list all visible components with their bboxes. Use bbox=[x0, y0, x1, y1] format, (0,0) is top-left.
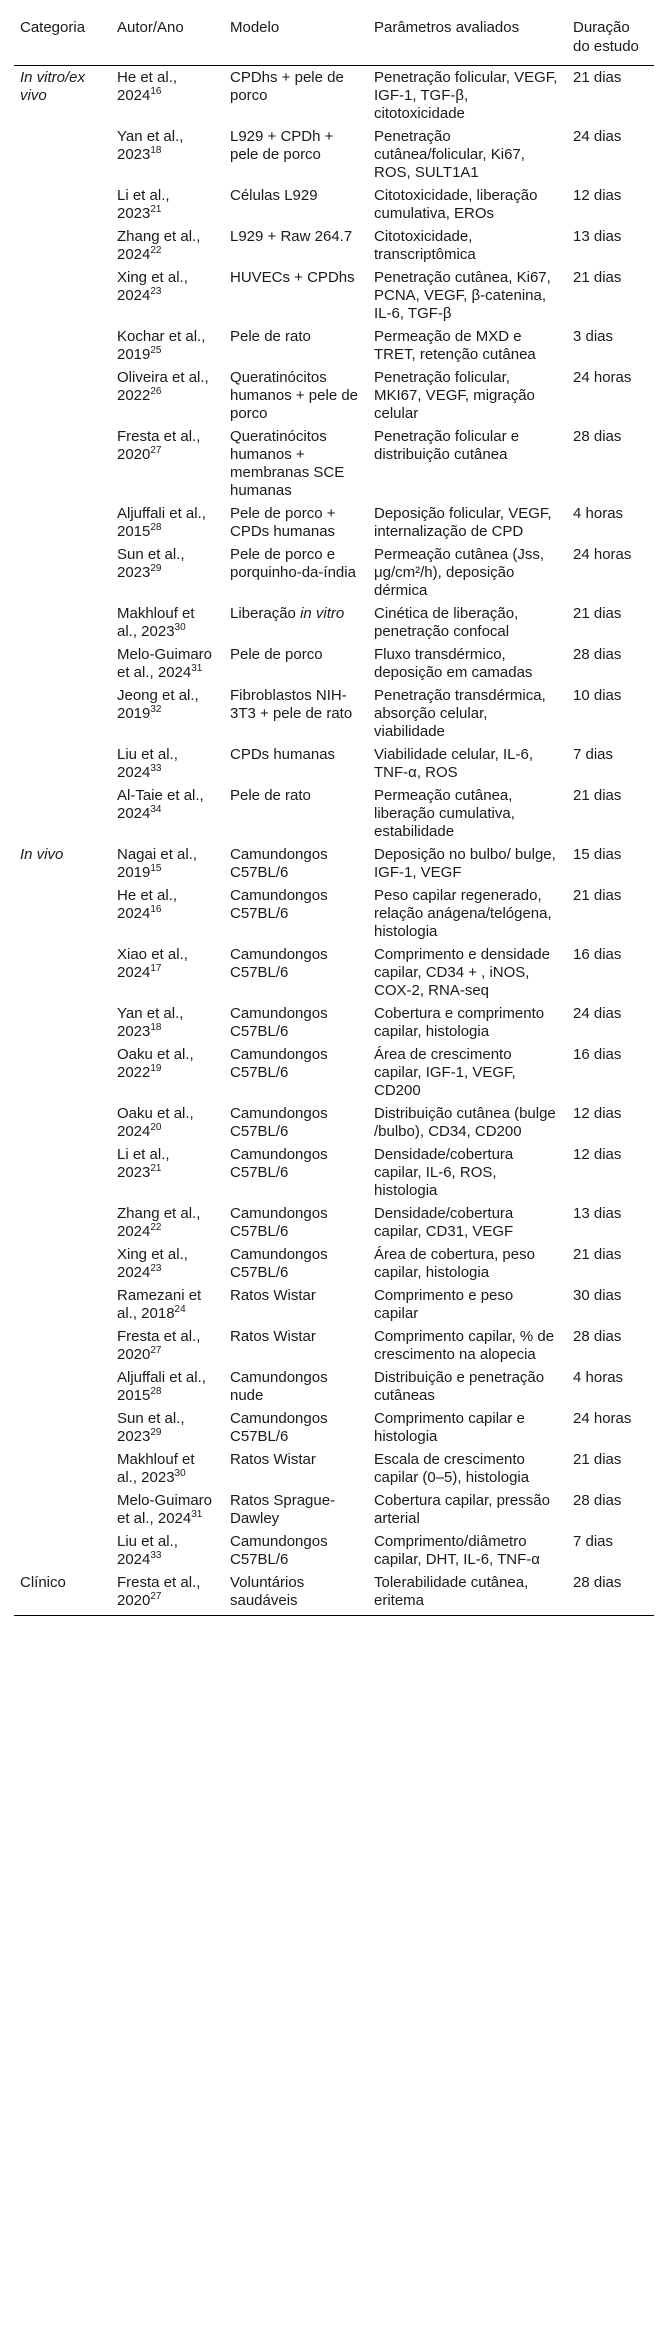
reference-number: 32 bbox=[150, 704, 162, 715]
category-cell bbox=[14, 128, 111, 187]
category-cell bbox=[14, 1533, 111, 1574]
author-text: Aljuffali et al., 2015 bbox=[117, 505, 206, 540]
model-cell: Ratos Wistar bbox=[230, 1287, 316, 1304]
reference-number: 25 bbox=[150, 345, 162, 356]
table-row bbox=[14, 946, 654, 1005]
author-text: Yan et al., 2023 bbox=[117, 1005, 184, 1040]
reference-number: 30 bbox=[174, 1468, 186, 1479]
model-cell: Camundongos C57BL/6 bbox=[230, 1246, 328, 1281]
model-cell: Camundongos C57BL/6 bbox=[230, 887, 328, 922]
category-cell bbox=[14, 1328, 111, 1369]
author-cell bbox=[111, 428, 224, 505]
category-cell bbox=[14, 546, 111, 605]
category-cell bbox=[14, 269, 111, 328]
study-table-container bbox=[14, 4, 654, 1616]
parameters-cell: Distribuição e penetração cutâneas bbox=[374, 1369, 545, 1404]
model-cell: Pele de porco + CPDs humanas bbox=[230, 505, 336, 540]
category-cell bbox=[14, 328, 111, 369]
duration-cell: 13 dias bbox=[573, 228, 622, 245]
table-row bbox=[14, 1369, 654, 1410]
parameters-cell: Área de cobertura, peso capilar, histologia bbox=[374, 1246, 535, 1281]
author-text: Aljuffali et al., 2015 bbox=[117, 1369, 206, 1404]
reference-number: 22 bbox=[150, 245, 162, 256]
reference-number: 18 bbox=[150, 145, 162, 156]
parameters-cell: Comprimento capilar e histologia bbox=[374, 1410, 525, 1445]
reference-number: 33 bbox=[150, 763, 162, 774]
category-cell bbox=[14, 1410, 111, 1451]
reference-number: 24 bbox=[174, 1304, 186, 1315]
duration-cell: 3 dias bbox=[573, 328, 614, 345]
category-cell bbox=[14, 1369, 111, 1410]
duration-cell: 28 dias bbox=[573, 646, 622, 663]
parameters-cell: Permeação de MXD e TRET, retenção cutânea bbox=[374, 328, 536, 363]
duration-cell: 28 dias bbox=[567, 1574, 654, 1616]
reference-number: 28 bbox=[150, 1386, 162, 1397]
parameters-cell: Penetração transdérmica, absorção celular, viabilidade bbox=[374, 687, 546, 740]
category-cell bbox=[14, 505, 111, 546]
category-cell bbox=[14, 1046, 111, 1105]
model-cell: Ratos Wistar bbox=[230, 1451, 316, 1468]
duration-cell: 4 horas bbox=[573, 505, 624, 522]
model-cell: L929 + Raw 264.7 bbox=[230, 228, 353, 245]
author-cell bbox=[111, 1246, 224, 1287]
table-row bbox=[14, 846, 654, 887]
table-row bbox=[14, 1105, 654, 1146]
duration-cell: 21 dias bbox=[573, 69, 622, 86]
author-cell bbox=[111, 887, 224, 946]
reference-number: 27 bbox=[150, 1591, 162, 1602]
category-cell bbox=[14, 1492, 111, 1533]
model-cell: Camundongos C57BL/6 bbox=[230, 946, 328, 981]
model-cell: Liberação in vitro bbox=[230, 605, 345, 622]
parameters-cell: Penetração folicular, VEGF, IGF-1, TGF-β, citotoxicidade bbox=[374, 69, 558, 122]
model-cell: Pele de porco bbox=[230, 646, 323, 663]
table-row bbox=[14, 605, 654, 646]
category-cell bbox=[14, 605, 111, 646]
author-text: Xing et al., 2024 bbox=[117, 1246, 188, 1281]
author-cell bbox=[111, 1146, 224, 1205]
duration-cell: 21 dias bbox=[573, 887, 622, 904]
reference-number: 29 bbox=[150, 563, 162, 574]
reference-number: 19 bbox=[150, 1063, 162, 1074]
table-row bbox=[14, 269, 654, 328]
duration-cell: 10 dias bbox=[573, 687, 622, 704]
author-text: Oaku et al., 2022 bbox=[117, 1046, 194, 1081]
category-cell bbox=[14, 1205, 111, 1246]
category-cell bbox=[14, 428, 111, 505]
table-row bbox=[14, 1205, 654, 1246]
reference-number: 17 bbox=[150, 963, 162, 974]
header-categoria: Categoria bbox=[14, 4, 111, 66]
author-text: Li et al., 2023 bbox=[117, 1146, 170, 1181]
parameters-cell: Comprimento e densidade capilar, CD34 + , iNOS, COX-2, RNA-seq bbox=[374, 946, 550, 999]
duration-cell: 24 horas bbox=[573, 1410, 632, 1427]
author-cell bbox=[111, 369, 224, 428]
header-row bbox=[14, 4, 654, 66]
category-cell bbox=[14, 1005, 111, 1046]
duration-cell: 15 dias bbox=[573, 846, 622, 863]
model-cell: Fibroblastos NIH-3T3 + pele de rato bbox=[230, 687, 353, 722]
model-cell: Camundongos C57BL/6 bbox=[230, 1533, 328, 1568]
model-cell: Queratinócitos humanos + pele de porco bbox=[230, 369, 359, 422]
category-cell bbox=[14, 228, 111, 269]
table-row bbox=[14, 1410, 654, 1451]
parameters-cell: Densidade/cobertura capilar, CD31, VEGF bbox=[374, 1205, 514, 1240]
duration-cell: 30 dias bbox=[573, 1287, 622, 1304]
model-cell: Pele de rato bbox=[230, 328, 311, 345]
reference-number: 16 bbox=[150, 904, 162, 915]
parameters-cell: Fluxo transdérmico, deposição em camadas bbox=[374, 646, 533, 681]
author-cell bbox=[111, 228, 224, 269]
parameters-cell: Deposição folicular, VEGF, internalização de CPD bbox=[374, 505, 552, 540]
reference-number: 23 bbox=[150, 1263, 162, 1274]
author-cell bbox=[111, 1492, 224, 1533]
author-text: Oaku et al., 2024 bbox=[117, 1105, 194, 1140]
parameters-cell: Citotoxicidade, liberação cumulativa, EROs bbox=[374, 187, 538, 222]
author-text: Jeong et al., 2019 bbox=[117, 687, 199, 722]
table-row bbox=[14, 1451, 654, 1492]
duration-cell: 24 horas bbox=[573, 369, 632, 386]
model-cell: Camundongos C57BL/6 bbox=[230, 1105, 328, 1140]
model-cell: Camundongos C57BL/6 bbox=[230, 1005, 328, 1040]
author-text: Zhang et al., 2024 bbox=[117, 1205, 201, 1240]
author-text: He et al., 2024 bbox=[117, 69, 178, 104]
duration-cell: 7 dias bbox=[573, 746, 614, 763]
author-text: Makhlouf et al., 2023 bbox=[117, 1451, 195, 1486]
model-cell: Camundongos C57BL/6 bbox=[230, 1410, 328, 1445]
table-row bbox=[14, 1146, 654, 1205]
table-row bbox=[14, 369, 654, 428]
table-row bbox=[14, 787, 654, 846]
author-cell bbox=[111, 1574, 224, 1616]
author-text: Melo-Guimaro et al., 2024 bbox=[117, 646, 213, 681]
parameters-cell: Comprimento e peso capilar bbox=[374, 1287, 514, 1322]
category-cell bbox=[14, 646, 111, 687]
author-cell bbox=[111, 66, 224, 129]
model-cell: Camundongos C57BL/6 bbox=[230, 1146, 328, 1181]
author-cell bbox=[111, 1328, 224, 1369]
author-text: Al-Taie et al., 2024 bbox=[117, 787, 204, 822]
model-cell: Pele de rato bbox=[230, 787, 311, 804]
category-cell bbox=[14, 946, 111, 1005]
model-cell: CPDhs + pele de porco bbox=[230, 69, 344, 104]
author-cell bbox=[111, 787, 224, 846]
author-cell bbox=[111, 1046, 224, 1105]
duration-cell: 4 horas bbox=[573, 1369, 624, 1386]
parameters-cell: Permeação cutânea (Jss, μg/cm²/h), deposição dérmica bbox=[374, 546, 545, 599]
model-cell: Camundongos C57BL/6 bbox=[230, 846, 328, 881]
author-cell bbox=[111, 746, 224, 787]
author-text: Fresta et al., 2020 bbox=[117, 428, 201, 463]
reference-number: 23 bbox=[150, 286, 162, 297]
table-row bbox=[14, 1246, 654, 1287]
author-cell bbox=[111, 946, 224, 1005]
author-cell bbox=[111, 328, 224, 369]
model-cell: L929 + CPDh + pele de porco bbox=[230, 128, 334, 163]
parameters-cell: Citotoxicidade, transcriptômica bbox=[374, 228, 476, 263]
reference-number: 21 bbox=[150, 204, 162, 215]
table-row bbox=[14, 546, 654, 605]
model-cell: Camundongos nude bbox=[230, 1369, 328, 1404]
author-cell bbox=[111, 505, 224, 546]
author-text: Xiao et al., 2024 bbox=[117, 946, 188, 981]
category-cell bbox=[14, 1105, 111, 1146]
table-row bbox=[14, 228, 654, 269]
study-table bbox=[14, 4, 654, 1616]
table-row bbox=[14, 328, 654, 369]
model-cell: Pele de porco e porquinho-da-índia bbox=[230, 546, 356, 581]
table-row bbox=[14, 1005, 654, 1046]
category-cell bbox=[14, 369, 111, 428]
category-cell: In vivo bbox=[20, 846, 64, 863]
reference-number: 22 bbox=[150, 1222, 162, 1233]
header-modelo: Modelo bbox=[224, 4, 368, 66]
table-row bbox=[14, 746, 654, 787]
table-row bbox=[14, 187, 654, 228]
parameters-cell: Permeação cutânea, liberação cumulativa, estabilidade bbox=[374, 787, 515, 840]
model-cell: Camundongos C57BL/6 bbox=[230, 1046, 328, 1081]
parameters-cell: Escala de crescimento capilar (0–5), histologia bbox=[374, 1451, 530, 1486]
duration-cell: 12 dias bbox=[573, 1146, 622, 1163]
duration-cell: 21 dias bbox=[573, 1451, 622, 1468]
reference-number: 31 bbox=[191, 1509, 203, 1520]
reference-number: 16 bbox=[150, 86, 162, 97]
duration-cell: 24 dias bbox=[573, 1005, 622, 1022]
parameters-cell: Cinética de liberação, penetração confocal bbox=[374, 605, 519, 640]
table-row bbox=[14, 1574, 654, 1616]
author-cell bbox=[111, 1410, 224, 1451]
category-cell bbox=[14, 1146, 111, 1205]
parameters-cell: Comprimento/diâmetro capilar, DHT, IL-6, TNF-α bbox=[374, 1533, 540, 1568]
table-row bbox=[14, 128, 654, 187]
author-cell bbox=[111, 128, 224, 187]
table-row bbox=[14, 1046, 654, 1105]
parameters-cell: Cobertura e comprimento capilar, histologia bbox=[374, 1005, 545, 1040]
author-text: Xing et al., 2024 bbox=[117, 269, 188, 304]
duration-cell: 13 dias bbox=[573, 1205, 622, 1222]
reference-number: 27 bbox=[150, 445, 162, 456]
parameters-cell: Cobertura capilar, pressão arterial bbox=[374, 1492, 550, 1527]
reference-number: 15 bbox=[150, 863, 162, 874]
author-text: Kochar et al., 2019 bbox=[117, 328, 206, 363]
reference-number: 29 bbox=[150, 1427, 162, 1438]
duration-cell: 12 dias bbox=[573, 187, 622, 204]
model-cell: HUVECs + CPDhs bbox=[230, 269, 355, 286]
duration-cell: 16 dias bbox=[573, 1046, 622, 1063]
duration-cell: 28 dias bbox=[573, 1328, 622, 1345]
author-text: Melo-Guimaro et al., 2024 bbox=[117, 1492, 213, 1527]
reference-number: 27 bbox=[150, 1345, 162, 1356]
header-parametros: Parâmetros avaliados bbox=[368, 4, 567, 66]
duration-cell: 21 dias bbox=[573, 605, 622, 622]
author-cell bbox=[111, 687, 224, 746]
model-cell: Voluntários saudáveis bbox=[224, 1574, 368, 1616]
category-cell bbox=[14, 1246, 111, 1287]
table-row bbox=[14, 505, 654, 546]
category-cell bbox=[14, 187, 111, 228]
author-text: Fresta et al., 2020 bbox=[117, 1574, 201, 1609]
author-text: Liu et al., 2024 bbox=[117, 1533, 178, 1568]
author-text: Sun et al., 2023 bbox=[117, 546, 185, 581]
reference-number: 18 bbox=[150, 1022, 162, 1033]
parameters-cell: Área de crescimento capilar, IGF-1, VEGF, CD200 bbox=[374, 1046, 516, 1099]
reference-number: 28 bbox=[150, 522, 162, 533]
parameters-cell: Penetração folicular e distribuição cutânea bbox=[374, 428, 520, 463]
model-cell: Ratos Wistar bbox=[230, 1328, 316, 1345]
category-cell: In vitro/ex vivo bbox=[20, 69, 86, 104]
reference-number: 21 bbox=[150, 1163, 162, 1174]
reference-number: 30 bbox=[174, 622, 186, 633]
table-row bbox=[14, 1328, 654, 1369]
table-row bbox=[14, 1287, 654, 1328]
table-row bbox=[14, 887, 654, 946]
table-body bbox=[14, 66, 654, 1616]
model-cell: CPDs humanas bbox=[230, 746, 336, 763]
author-cell bbox=[111, 646, 224, 687]
parameters-cell: Densidade/cobertura capilar, IL-6, ROS, histologia bbox=[374, 1146, 514, 1199]
author-cell bbox=[111, 1005, 224, 1046]
parameters-cell: Tolerabilidade cutânea, eritema bbox=[368, 1574, 567, 1616]
category-cell bbox=[14, 687, 111, 746]
duration-cell: 21 dias bbox=[573, 787, 622, 804]
reference-number: 20 bbox=[150, 1122, 162, 1133]
author-cell bbox=[111, 1287, 224, 1328]
author-cell bbox=[111, 269, 224, 328]
parameters-cell: Penetração cutânea/folicular, Ki67, ROS, SULT1A1 bbox=[374, 128, 525, 181]
parameters-cell: Viabilidade celular, IL-6, TNF-α, ROS bbox=[374, 746, 533, 781]
author-text: Zhang et al., 2024 bbox=[117, 228, 201, 263]
duration-cell: 21 dias bbox=[573, 269, 622, 286]
duration-cell: 21 dias bbox=[573, 1246, 622, 1263]
author-text: Liu et al., 2024 bbox=[117, 746, 178, 781]
table-row bbox=[14, 646, 654, 687]
reference-number: 33 bbox=[150, 1550, 162, 1561]
model-cell: Ratos Sprague-Dawley bbox=[230, 1492, 336, 1527]
model-cell: Células L929 bbox=[230, 187, 318, 204]
duration-cell: 28 dias bbox=[573, 1492, 622, 1509]
author-cell bbox=[111, 1369, 224, 1410]
author-text: Sun et al., 2023 bbox=[117, 1410, 185, 1445]
category-cell bbox=[14, 1451, 111, 1492]
category-cell bbox=[14, 1287, 111, 1328]
parameters-cell: Distribuição cutânea (bulge /bulbo), CD34, CD200 bbox=[374, 1105, 556, 1140]
table-row bbox=[14, 1492, 654, 1533]
author-text: Yan et al., 2023 bbox=[117, 128, 184, 163]
category-cell bbox=[14, 887, 111, 946]
author-cell bbox=[111, 187, 224, 228]
model-cell: Queratinócitos humanos + membranas SCE humanas bbox=[230, 428, 345, 499]
parameters-cell: Penetração folicular, MKI67, VEGF, migração celular bbox=[374, 369, 535, 422]
parameters-cell: Deposição no bulbo/ bulge, IGF-1, VEGF bbox=[374, 846, 556, 881]
category-cell bbox=[14, 787, 111, 846]
parameters-cell: Penetração cutânea, Ki67, PCNA, VEGF, β-catenina, IL-6, TGF-β bbox=[374, 269, 551, 322]
table-row bbox=[14, 428, 654, 505]
author-text: Fresta et al., 2020 bbox=[117, 1328, 201, 1363]
model-cell: Camundongos C57BL/6 bbox=[230, 1205, 328, 1240]
duration-cell: 12 dias bbox=[573, 1105, 622, 1122]
table-row bbox=[14, 1533, 654, 1574]
author-cell bbox=[111, 1533, 224, 1574]
duration-cell: 28 dias bbox=[573, 428, 622, 445]
author-cell bbox=[111, 546, 224, 605]
author-text: Makhlouf et al., 2023 bbox=[117, 605, 195, 640]
duration-cell: 24 dias bbox=[573, 128, 622, 145]
category-cell bbox=[14, 746, 111, 787]
table-row bbox=[14, 687, 654, 746]
author-cell bbox=[111, 1205, 224, 1246]
reference-number: 34 bbox=[150, 804, 162, 815]
author-text: Ramezani et al., 2018 bbox=[117, 1287, 202, 1322]
parameters-cell: Peso capilar regenerado, relação anágena/telógena, histologia bbox=[374, 887, 552, 940]
category-cell: Clínico bbox=[14, 1574, 111, 1616]
duration-cell: 7 dias bbox=[573, 1533, 614, 1550]
header-autor-ano: Autor/Ano bbox=[111, 4, 224, 66]
parameters-cell: Comprimento capilar, % de crescimento na alopecia bbox=[374, 1328, 555, 1363]
reference-number: 31 bbox=[191, 663, 203, 674]
author-cell bbox=[111, 1451, 224, 1492]
reference-number: 26 bbox=[150, 386, 162, 397]
author-cell bbox=[111, 846, 224, 887]
table-row bbox=[14, 66, 654, 129]
duration-cell: 24 horas bbox=[573, 546, 632, 563]
author-cell bbox=[111, 605, 224, 646]
table-header bbox=[14, 4, 654, 66]
author-cell bbox=[111, 1105, 224, 1146]
header-duracao: Duração do estudo bbox=[567, 4, 654, 66]
author-text: He et al., 2024 bbox=[117, 887, 178, 922]
author-text: Li et al., 2023 bbox=[117, 187, 170, 222]
author-text: Nagai et al., 2019 bbox=[117, 846, 198, 881]
duration-cell: 16 dias bbox=[573, 946, 622, 963]
author-text: Oliveira et al., 2022 bbox=[117, 369, 209, 404]
